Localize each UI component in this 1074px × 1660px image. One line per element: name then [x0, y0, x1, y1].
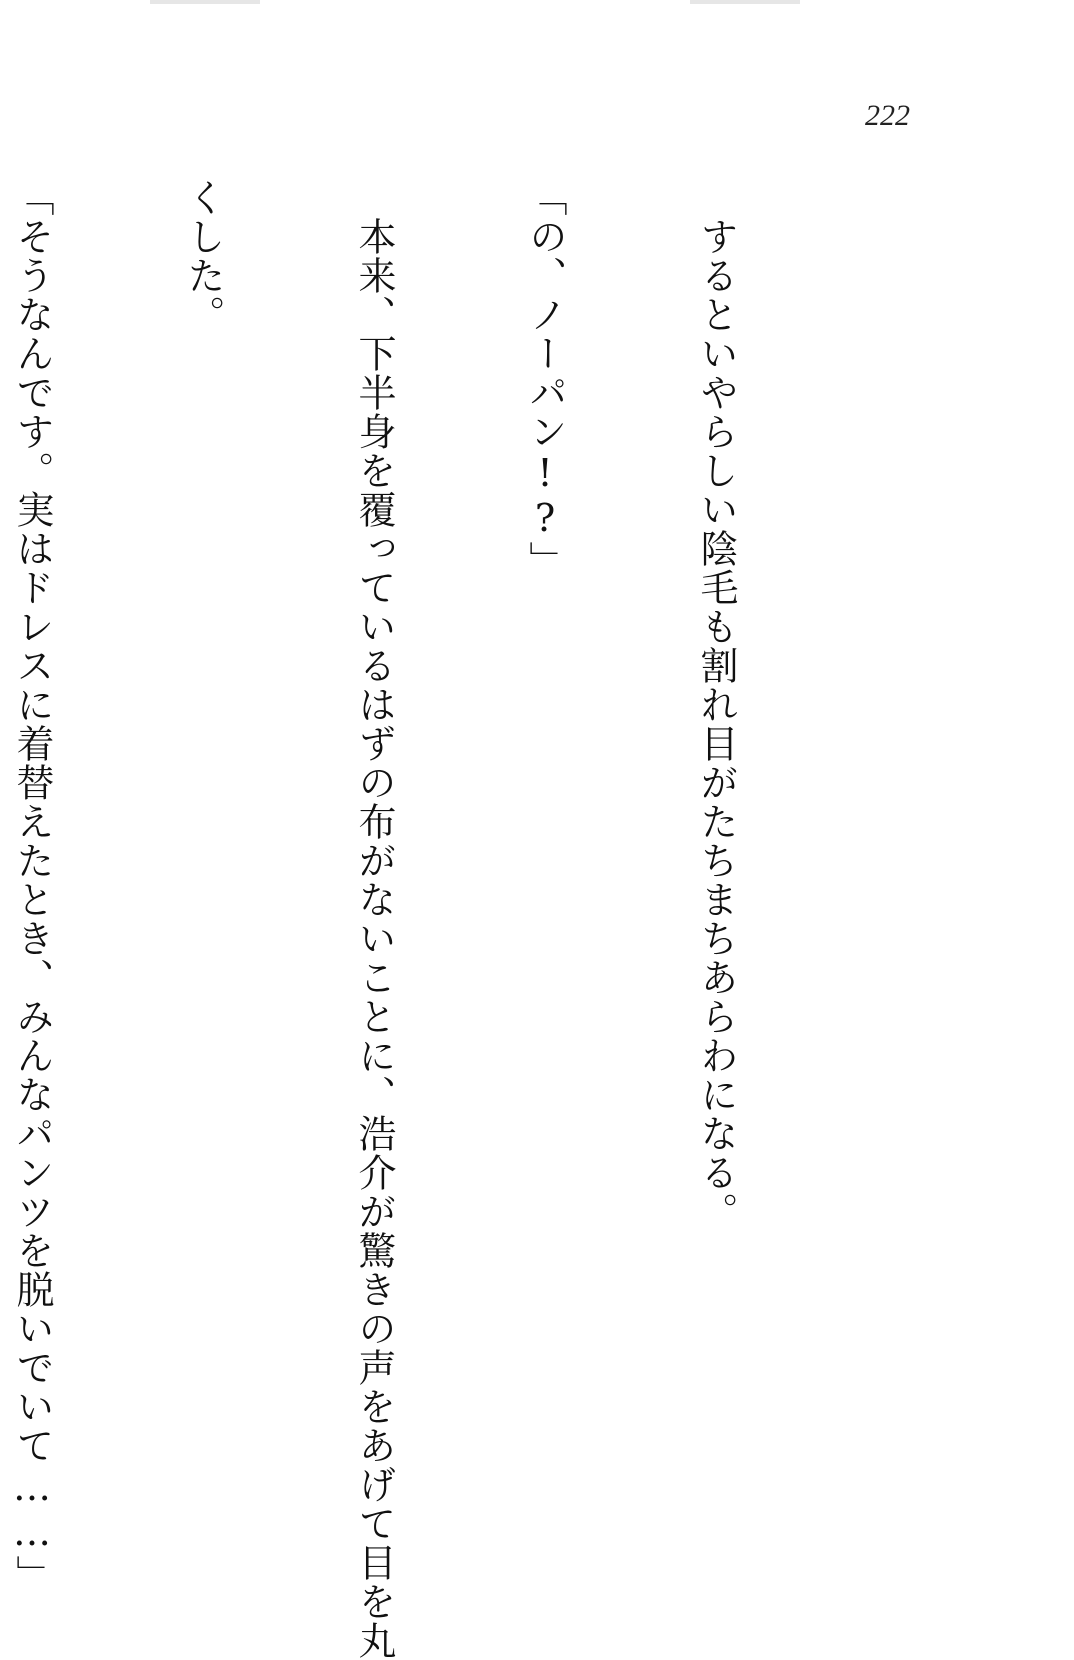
text-line: くした。 — [181, 178, 225, 334]
scan-edge-mark — [150, 0, 260, 4]
body-text — [10, 178, 858, 1660]
text-line: 本来、下半身を覆っているはずの布がないことに、浩介が驚きの声をあげて目を丸 — [352, 178, 396, 1660]
text-line: 「そうなんです。実はドレスに着替えたとき、みんなパンツを脱いでいて……」 — [10, 178, 54, 1594]
text-line: 「の、ノーパン!?」 — [523, 178, 567, 580]
page-number: 222 — [865, 99, 910, 132]
text-line: するといやらしい陰毛も割れ目がたちまちあらわになる。 — [694, 178, 738, 1231]
scan-edge-mark — [690, 0, 800, 4]
